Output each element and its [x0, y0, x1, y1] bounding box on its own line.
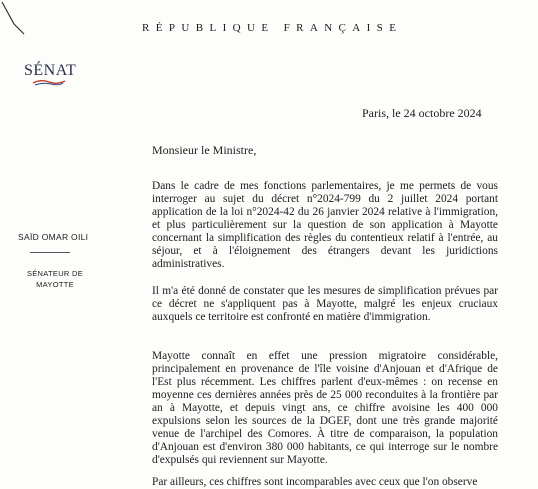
paragraph-3: Mayotte connaît en effet une pression migratoire considérable, principalement en provenance de l'île voisine d'Anjouan et d'Afrique de l'Est plus récemment. Les chiffres parlent d'eux-mêmes : on recense en moyenne ces dernières années près de 25 000 reconduites à la frontière par an à Mayotte, et depuis vingt ans, ce chiffre avoisine les 400 000 expulsions selon les sources de la DGEF, dont une très grande majorité venue de l'archipel des Comores. À titre de comparaison, la population d'Anjouan est d'environ 380 000 habitants, ce qui interroge sur le nombre d'expulsés qui reviennent sur Mayotte. [152, 350, 498, 466]
paragraph-1: Dans le cadre de mes fonctions parlementaires, je me permets de vous interroger au sujet du décret n°2024-799 du 2 juillet 2024 portant application de la loi n°2024-42 du 26 janvier 2024 relative à l'immigration, et plus particulièrement sur la question de son application à Mayotte concernant la simplification des règles du contentieux relatif à l'entrée, au séjour, et à l'éloignement des étrangers devant les juridictions administratives. [152, 180, 498, 270]
sidebar-divider [30, 252, 70, 253]
header-republique-francaise: RÉPUBLIQUE FRANÇAISE [142, 22, 403, 34]
corner-mark [0, 0, 30, 40]
paragraph-2: Il m'a été donné de constater que les mesures de simplification prévues par ce décret ne s'appliquent pas à Mayotte, malgré les enjeux cruciaux auxquels ce territoire est confronté en matière d'immigration. [152, 285, 498, 323]
senat-logo-icon [31, 78, 67, 86]
senator-role: SÉNATEUR DE MAYOTTE [26, 269, 84, 289]
paragraph-4: Par ailleurs, ces chiffres sont incomparables avec ceux que l'on observe [152, 476, 478, 488]
senat-logo: SÉNAT [24, 62, 77, 79]
salutation: Monsieur le Ministre, [152, 143, 257, 157]
senator-name: SAÏD OMAR OILI [18, 232, 89, 242]
letter-date: Paris, le 24 octobre 2024 [362, 106, 482, 120]
